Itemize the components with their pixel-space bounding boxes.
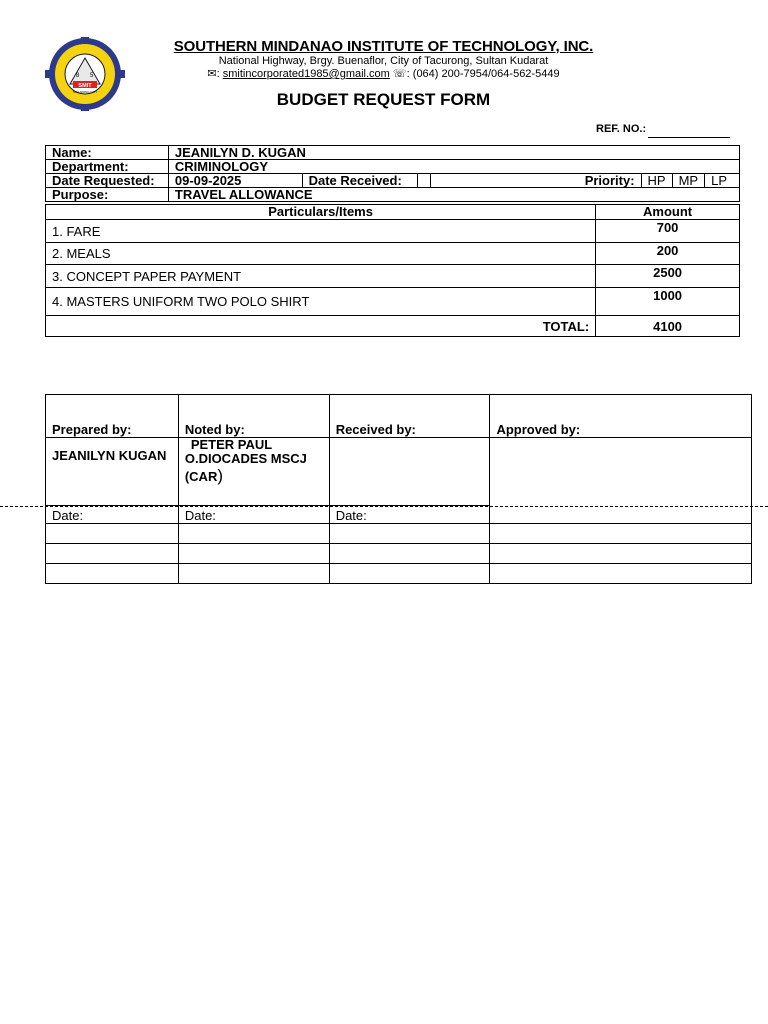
blank-cell[interactable] [329,544,490,564]
logo-city: TACURONG CITY [72,90,98,94]
institution-contact [150,67,617,80]
prepared-date-label[interactable]: Date: [46,506,179,524]
priority-option-hp[interactable]: HP [641,174,672,187]
prepared-by-name[interactable]: JEANILYN KUGAN [46,438,179,506]
institution-name: SOUTHERN MINDANAO INSTITUTE OF TECHNOLOGY, INC. [173,38,594,55]
date-received-value[interactable] [418,174,431,187]
particulars-header: Particulars/Items [46,205,596,220]
noted-by-label: Noted by: [178,395,329,438]
name-label: Name: [46,146,169,160]
blank-cell[interactable] [46,544,179,564]
table-row [46,288,740,316]
blank-cell[interactable] [178,524,329,544]
blank-cell[interactable] [46,564,179,584]
institution-address: National Highway, Brgy. Buenaflor, City of Tacurong, Sultan Kudarat [218,55,549,67]
priority-option-mp[interactable]: MP [672,174,705,187]
blank-cell[interactable] [46,524,179,544]
prepared-by-label: Prepared by: [46,395,179,438]
approved-by-signature[interactable] [490,438,752,524]
item-particular[interactable]: 2. MEALS [46,243,596,265]
item-particular[interactable]: 1. FARE [46,220,596,243]
email-icon: ✉: [207,68,220,80]
priority-option-lp[interactable]: LP [704,174,733,187]
department-label: Department: [46,160,169,174]
approved-by-label: Approved by: [490,395,752,438]
item-particular[interactable]: 4. MASTERS UNIFORM TWO POLO SHIRT [46,288,596,316]
purpose-value[interactable]: TRAVEL ALLOWANCE [168,188,739,202]
logo-inner-text: SMIT [78,83,92,89]
logo-year-left: 8 [76,73,80,79]
received-date-label[interactable]: Date: [329,506,490,524]
priority-cell [418,174,740,188]
phone-icon: ☏: [392,68,410,80]
logo-year-right: 5 [90,73,94,79]
blank-cell[interactable] [329,564,490,584]
name-value[interactable]: JEANILYN D. KUGAN [168,146,739,160]
gear-icon [45,37,125,111]
requester-info-table [45,145,740,202]
phone-number: (064) 200-7954/064-562-5449 [412,68,560,80]
priority-label: Priority: [584,173,635,188]
table-row [46,243,740,265]
received-by-label: Received by: [329,395,490,438]
item-amount[interactable]: 2500 [596,265,740,288]
noted-name-line-1: PETER PAUL [190,437,273,452]
noted-by-name[interactable] [178,438,329,506]
school-logo [42,37,128,111]
department-value[interactable]: CRIMINOLOGY [168,160,739,174]
table-row [46,265,740,288]
item-amount[interactable]: 200 [596,243,740,265]
cut-line [0,506,768,507]
blank-cell[interactable] [490,564,752,584]
received-by-signature[interactable] [329,438,490,506]
item-amount[interactable]: 1000 [596,288,740,316]
noted-name-line-3: (CAR [184,469,218,484]
signature-table [45,394,752,584]
blank-cell[interactable] [490,544,752,564]
date-requested-label: Date Requested: [46,174,169,188]
total-value: 4100 [596,316,740,337]
items-table [45,204,740,337]
blank-cell[interactable] [329,524,490,544]
email-link[interactable]: smitincorporated1985@gmail.com [222,68,390,80]
item-particular[interactable]: 3. CONCEPT PAPER PAYMENT [46,265,596,288]
total-label: TOTAL: [46,316,596,337]
date-requested-value[interactable]: 09-09-2025 [168,174,302,188]
amount-header: Amount [596,205,740,220]
date-received-label: Date Received: [302,174,418,188]
ref-no-field[interactable] [648,137,730,138]
blank-cell[interactable] [490,524,752,544]
purpose-label: Purpose: [46,188,169,202]
blank-cell[interactable] [178,564,329,584]
blank-cell[interactable] [178,544,329,564]
noted-date-label[interactable]: Date: [178,506,329,524]
item-amount[interactable]: 700 [596,220,740,243]
noted-name-line-2: O.DIOCADES MSCJ [184,451,307,466]
noted-name-paren: ) [217,466,224,485]
ref-no-label: REF. NO.: [596,123,647,135]
form-title: BUDGET REQUEST FORM [276,90,491,109]
table-row [46,220,740,243]
